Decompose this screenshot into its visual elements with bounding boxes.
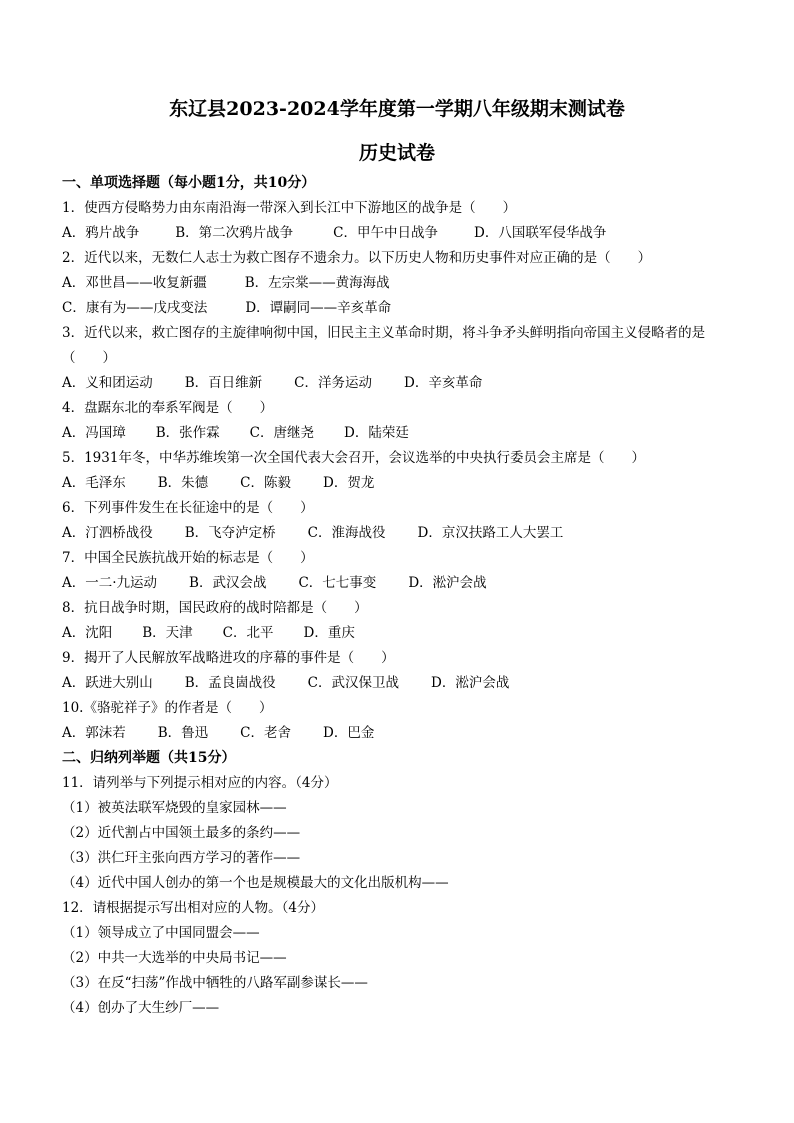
option-a: A．义和团运动	[62, 375, 153, 391]
question-9-options	[62, 671, 742, 696]
option-c: C．唐继尧	[249, 425, 315, 441]
option-c: C．淮海战役	[307, 525, 386, 541]
option-b: B．第二次鸦片战争	[175, 225, 294, 241]
option-a: A．冯国璋	[62, 425, 126, 441]
option-c: C．甲午中日战争	[333, 225, 439, 241]
option-a: A．汀泗桥战役	[62, 525, 153, 541]
option-b: B．天津	[142, 625, 193, 641]
question-12-stem: 12．请根据提示写出相对应的人物。（4分）	[62, 900, 325, 916]
question-10-options	[62, 721, 742, 746]
option-a: A．邓世昌——收复新疆	[62, 275, 207, 291]
option-b: B．飞夺泸定桥	[184, 525, 276, 541]
exam-body	[62, 171, 742, 1021]
question-8-stem: 8．抗日战争时期，国民政府的战时陪都是（ ）	[62, 600, 368, 616]
option-c: C．洋务运动	[294, 375, 373, 391]
option-b: B．鲁迅	[157, 725, 209, 741]
option-d: D．谭嗣同——辛亥革命	[245, 300, 392, 316]
option-d: D．重庆	[303, 625, 355, 641]
option-d: D．八国联军侵华战争	[474, 225, 607, 241]
option-c: C．七七事变	[298, 575, 377, 591]
question-3-options	[62, 371, 742, 396]
question-9-stem: 9．揭开了人民解放军战略进攻的序幕的事件是（ ）	[62, 650, 395, 666]
option-d: D．巴金	[323, 725, 375, 741]
question-11-item-2: （2）近代割占中国领土最多的条约——	[62, 825, 301, 841]
option-d: D．贺龙	[323, 475, 375, 491]
question-4-options	[62, 421, 742, 446]
option-b: B．张作霖	[155, 425, 220, 441]
question-5-stem: 5．1931年冬，中华苏维埃第一次全国代表大会召开，会议选举的中央执行委员会主席是（ ）	[62, 450, 645, 466]
question-1-options	[62, 221, 742, 246]
question-2-stem: 2．近代以来，无数仁人志士为救亡图存不遗余力。以下历史人物和历史事件对应正确的是（ ）	[62, 250, 652, 266]
question-1-stem: 1．使西方侵略势力由东南沿海一带深入到长江中下游地区的战争是（ ）	[62, 200, 517, 216]
question-12-item-3: （3）在反“扫荡”作战中牺牲的八路军副参谋长——	[62, 975, 368, 991]
question-11-item-4: （4）近代中国人创办的第一个也是规模最大的文化出版机构——	[62, 875, 449, 891]
option-b: B．朱德	[157, 475, 209, 491]
question-6-options	[62, 521, 742, 546]
question-2-options-row-1	[62, 271, 742, 296]
option-b: B．左宗棠——黄海海战	[244, 275, 390, 291]
question-3-stem: 3．近代以来，救亡图存的主旋律响彻中国，旧民主主义革命时期，将斗争矛头鲜明指向帝国主义侵略者的是	[62, 325, 706, 341]
option-c: C．老舍	[240, 725, 292, 741]
option-a: A．一二·九运动	[62, 575, 158, 591]
question-12-item-4: （4）创办了大生纱厂——	[62, 1000, 220, 1016]
option-d: D．辛亥革命	[404, 375, 483, 391]
option-a: A．毛泽东	[62, 475, 126, 491]
exam-title: 东辽县2023-2024学年度第一学期八年级期末测试卷	[169, 98, 625, 120]
question-11-item-3: （3）洪仁玕主张向西方学习的著作——	[62, 850, 301, 866]
question-6-stem: 6．下列事件发生在长征途中的是（ ）	[62, 500, 314, 516]
option-b: B．百日维新	[184, 375, 263, 391]
exam-subtitle: 历史试卷	[358, 142, 435, 164]
option-b: B．孟良崮战役	[184, 675, 276, 691]
option-b: B．武汉会战	[189, 575, 267, 591]
option-a: A．沈阳	[62, 625, 113, 641]
question-11-item-1: （1）被英法联军烧毁的皇家园林——	[62, 800, 287, 816]
question-8-options	[62, 621, 742, 646]
option-c: C．武汉保卫战	[307, 675, 400, 691]
section-heading-1: 一、单项选择题（每小题1分，共10分）	[62, 175, 316, 191]
question-10-stem: 10.《骆驼祥子》的作者是（ ）	[62, 700, 273, 716]
option-d: D．陆荣廷	[344, 425, 409, 441]
option-a: A．郭沫若	[62, 725, 126, 741]
question-11-stem: 11．请列举与下列提示相对应的内容。（4分）	[62, 775, 338, 791]
option-c: C．陈毅	[240, 475, 292, 491]
option-c: C．康有为——戊戌变法	[62, 300, 208, 316]
option-a: A．跃进大别山	[62, 675, 153, 691]
question-7-stem: 7．中国全民族抗战开始的标志是（ ）	[62, 550, 314, 566]
question-2-options-row-2	[62, 296, 742, 321]
option-d: D．淞沪会战	[408, 575, 487, 591]
question-12-item-2: （2）中共一大选举的中央局书记——	[62, 950, 287, 966]
question-7-options	[62, 571, 742, 596]
question-3-stem-continued: （ ）	[62, 350, 116, 366]
option-d: D．京汉扶路工人大罢工	[417, 525, 564, 541]
question-4-stem: 4．盘踞东北的奉系军阀是（ ）	[62, 400, 274, 416]
section-heading-2: 二、归纳列举题（共15分）	[62, 750, 236, 766]
option-d: D．淞沪会战	[431, 675, 510, 691]
option-c: C．北平	[222, 625, 274, 641]
question-12-item-1: （1）领导成立了中国同盟会——	[62, 925, 260, 941]
option-a: A．鸦片战争	[62, 225, 140, 241]
question-5-options	[62, 471, 742, 496]
